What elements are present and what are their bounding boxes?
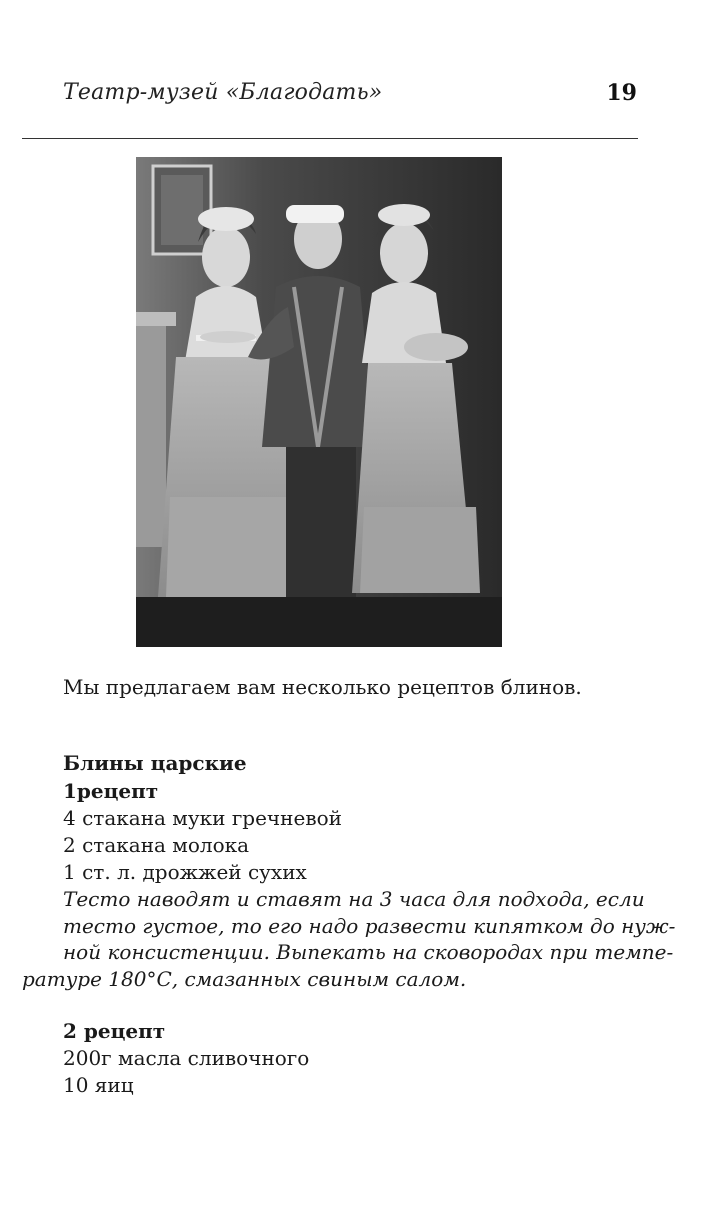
- recipe-1-ingredient: 4 стакана муки гречневой: [63, 806, 342, 830]
- instruction-line: Тесто наводят и ставят на 3 часа для подхода, если: [63, 887, 645, 911]
- recipe-2-heading: 2 рецепт: [63, 1019, 166, 1043]
- intro-paragraph: Мы предлагаем вам несколько рецептов блинов.: [63, 675, 582, 699]
- recipe-title: Блины царские: [63, 751, 247, 775]
- recipe-1-ingredient: 1 ст. л. дрожжей сухих: [63, 860, 307, 884]
- instruction-line: ратуре 180°С, смазанных свиным салом.: [22, 966, 467, 991]
- recipe-1-instructions: [22, 886, 676, 992]
- recipe-1-heading: 1рецепт: [63, 779, 159, 803]
- running-head-title: Театр-музей «Благодать»: [63, 80, 383, 105]
- instruction-line: тесто густое, то его надо развести кипятком до нуж-: [63, 913, 676, 938]
- recipe-2-ingredient: 200г масла сливочного: [63, 1046, 310, 1070]
- performers-photo: [136, 157, 502, 647]
- instruction-line: ной консистенции. Выпекать на сковородах при темпе-: [63, 940, 674, 964]
- recipe-1-ingredient: 2 стакана молока: [63, 833, 250, 857]
- header-divider: [22, 138, 638, 139]
- page-number: 19: [606, 80, 637, 106]
- recipe-2-ingredient: 10 яиц: [63, 1073, 134, 1097]
